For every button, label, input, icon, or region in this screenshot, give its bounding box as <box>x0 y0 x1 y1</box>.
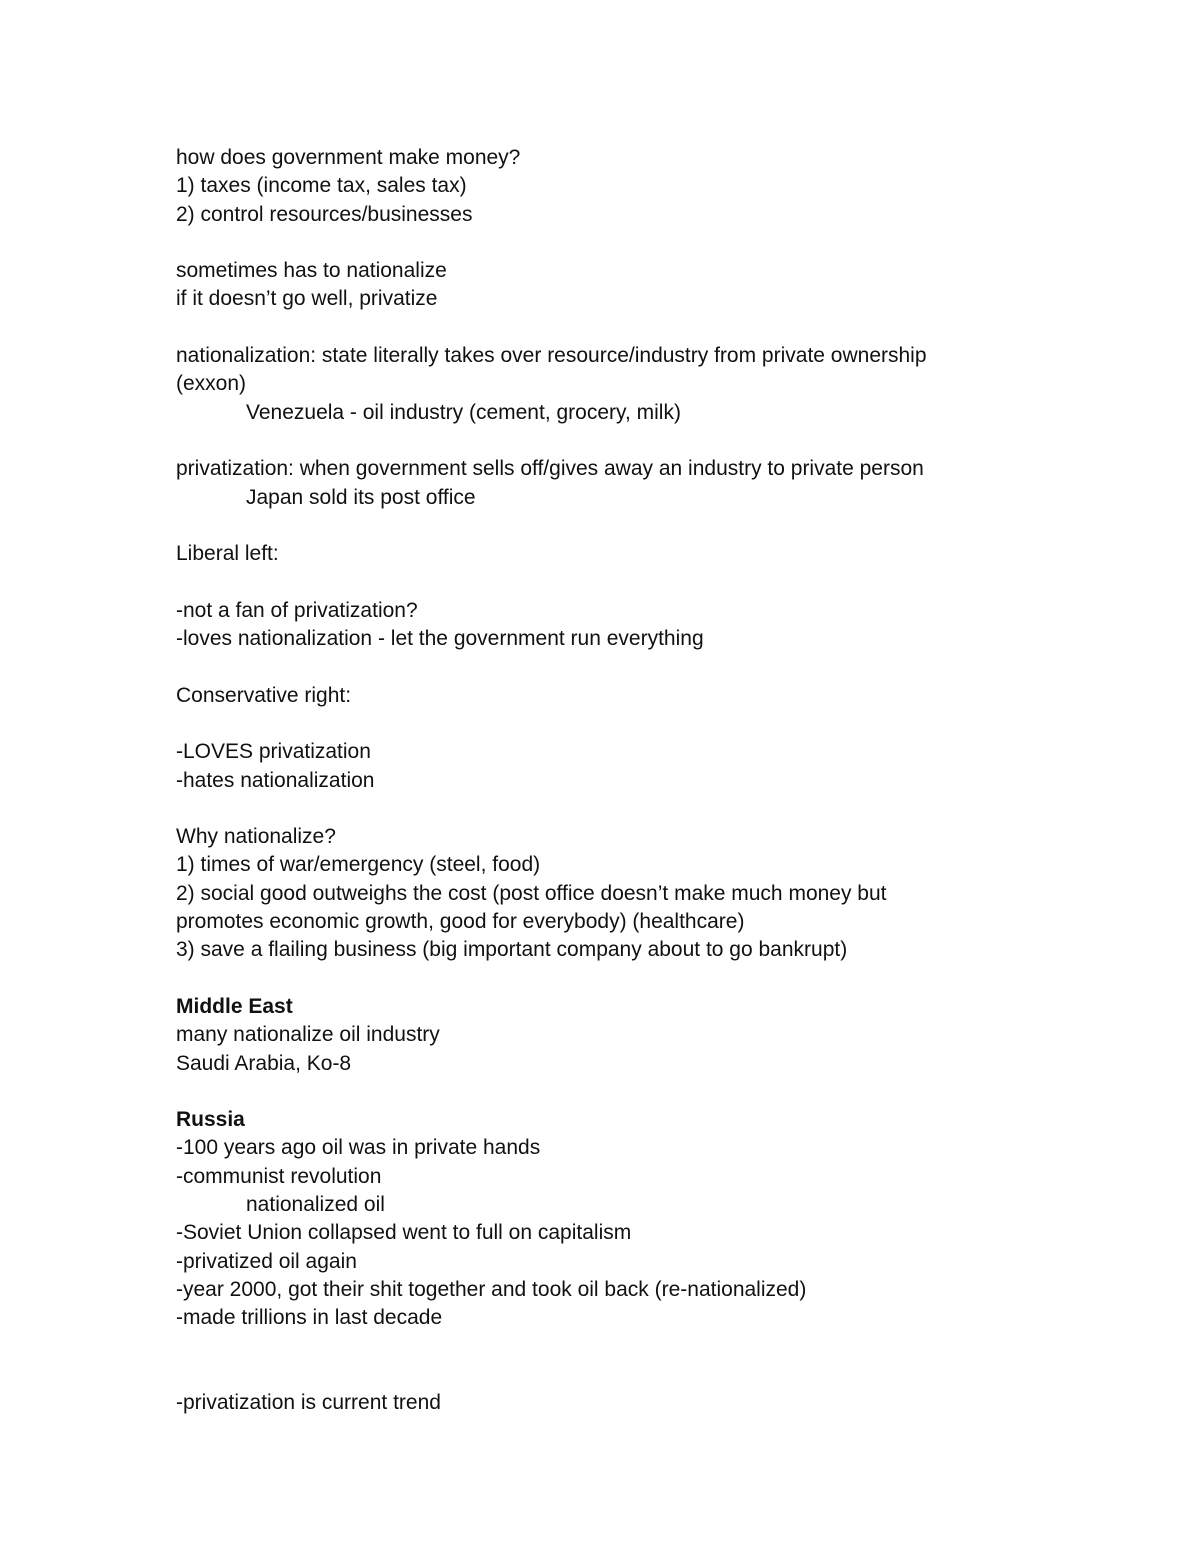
text-line: if it doesn’t go well, privatize <box>176 287 438 311</box>
list-item-continued: promotes economic growth, good for everybody) (healthcare) <box>176 910 745 934</box>
section-heading: Russia <box>176 1108 245 1132</box>
text-line: Saudi Arabia, Ko-8 <box>176 1051 352 1075</box>
bullet-line: -loves nationalization - let the government run everything <box>176 627 704 651</box>
example-line: Venezuela - oil industry (cement, grocery, milk) <box>246 400 681 424</box>
blank-line <box>176 795 1166 823</box>
list-item: 1) taxes (income tax, sales tax) <box>176 174 467 198</box>
section-label: Liberal left: <box>176 542 279 566</box>
list-item: 1) times of war/emergency (steel, food) <box>176 853 541 877</box>
text-line: many nationalize oil industry <box>176 1023 440 1047</box>
bullet-line: -made trillions in last decade <box>176 1306 443 1330</box>
text-line: sometimes has to nationalize <box>176 259 447 283</box>
blank-line <box>176 710 1166 738</box>
bullet-line: -privatized oil again <box>176 1249 357 1273</box>
blank-line <box>176 427 1166 455</box>
blank-line <box>176 568 1166 596</box>
list-item: 3) save a flailing business (big important company about to go bankrupt) <box>176 938 848 962</box>
question-heading: how does government make money? <box>176 146 521 169</box>
blank-line <box>176 653 1166 681</box>
bullet-line: -Soviet Union collapsed went to full on capitalism <box>176 1221 632 1245</box>
definition-nationalization: nationalization: state literally takes over resource/industry from private ownership <box>176 344 927 368</box>
blank-line <box>176 1332 1166 1360</box>
bullet-line: -LOVES privatization <box>176 740 371 764</box>
document-page <box>176 144 1166 1417</box>
list-item: 2) social good outweighs the cost (post office doesn’t make much money but <box>176 881 887 905</box>
blank-line <box>176 314 1166 342</box>
blank-line <box>176 1078 1166 1106</box>
bullet-line: -year 2000, got their shit together and took oil back (re-nationalized) <box>176 1277 807 1301</box>
list-item: 2) control resources/businesses <box>176 202 473 226</box>
bullet-line: -privatization is current trend <box>176 1391 441 1415</box>
bullet-line: -hates nationalization <box>176 768 375 792</box>
blank-line <box>176 512 1166 540</box>
sub-line: nationalized oil <box>246 1192 385 1216</box>
blank-line <box>176 965 1166 993</box>
text-line: (exxon) <box>176 372 247 396</box>
section-label: Why nationalize? <box>176 825 336 849</box>
bullet-line: -not a fan of privatization? <box>176 598 418 622</box>
bullet-line: -communist revolution <box>176 1164 382 1188</box>
example-line: Japan sold its post office <box>246 485 476 509</box>
blank-line <box>176 229 1166 257</box>
bullet-line: -100 years ago oil was in private hands <box>176 1136 541 1160</box>
section-heading: Middle East <box>176 994 293 1018</box>
definition-privatization: privatization: when government sells off/gives away an industry to private person <box>176 457 924 481</box>
section-label: Conservative right: <box>176 683 352 707</box>
blank-line <box>176 1361 1166 1389</box>
